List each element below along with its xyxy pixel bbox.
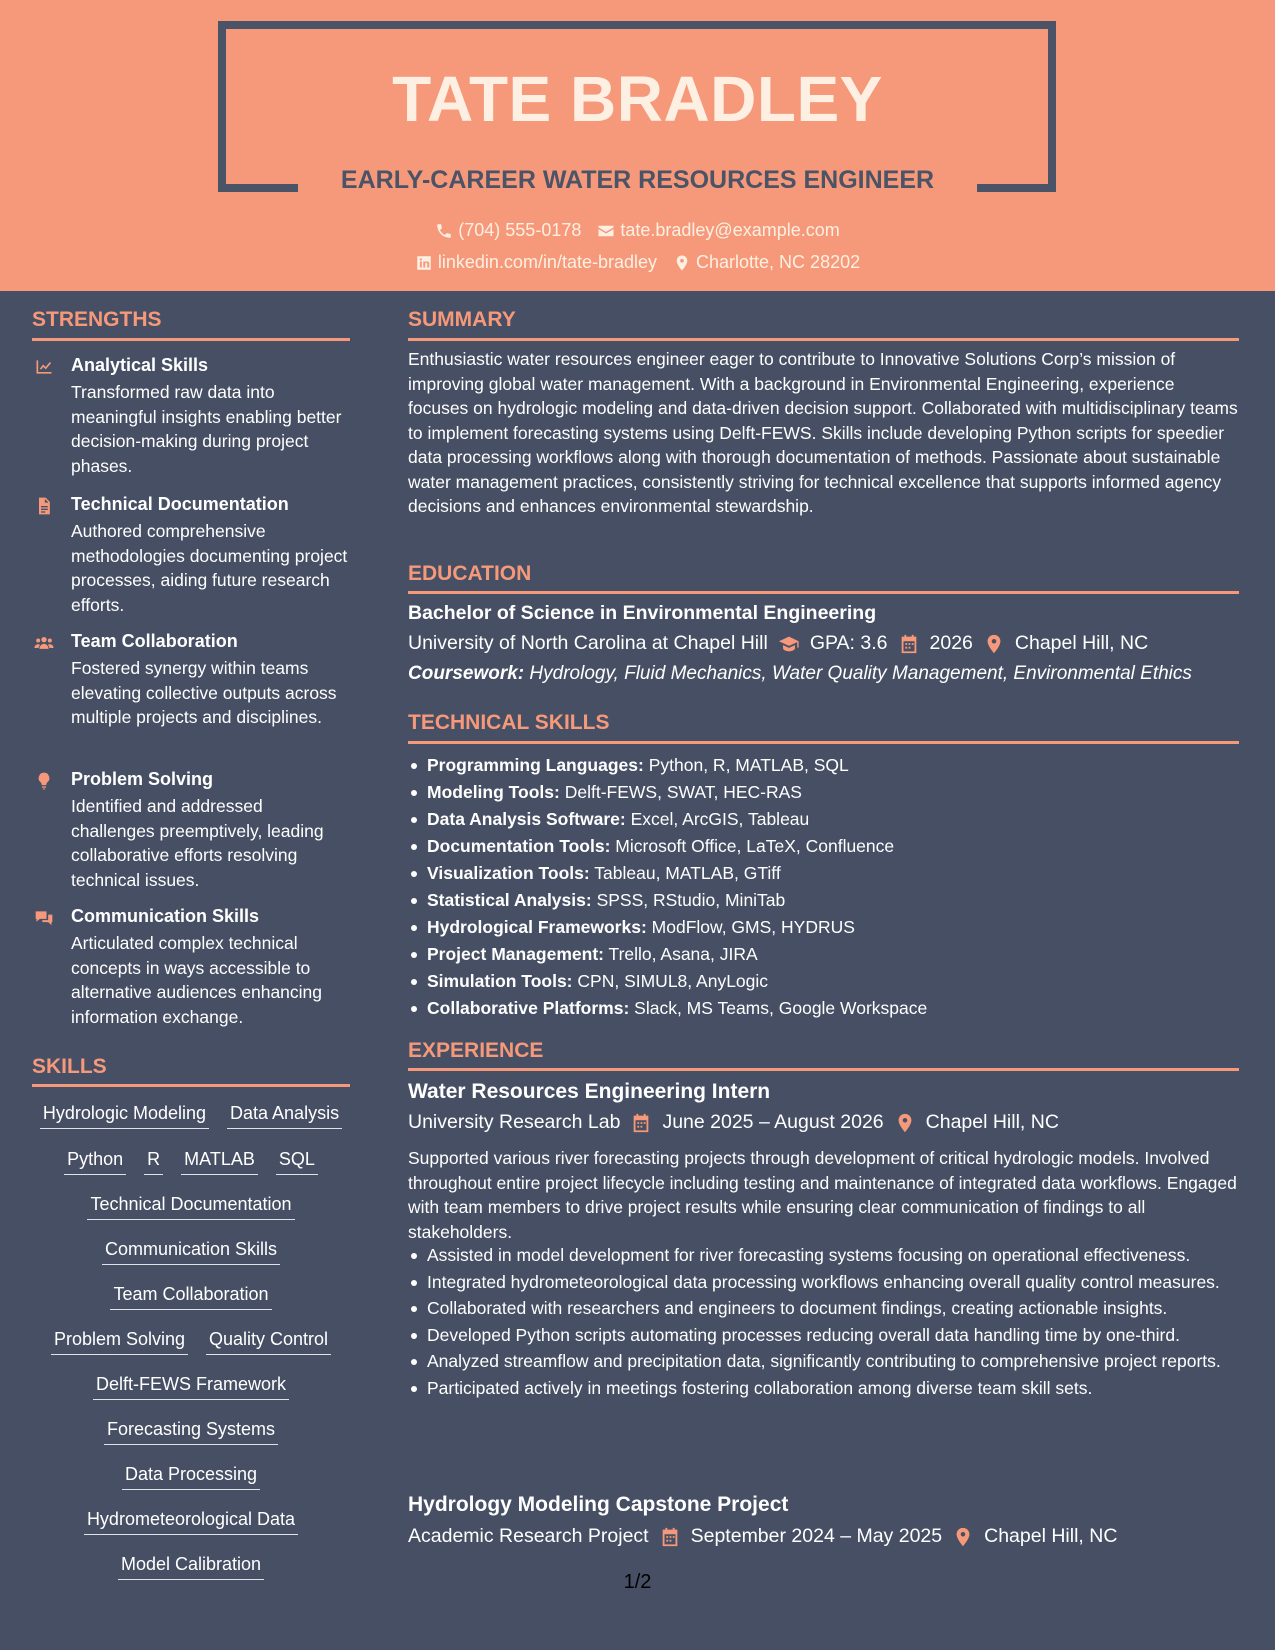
- skill-value: Delft-FEWS, SWAT, HEC-RAS: [564, 782, 802, 802]
- education-details: [408, 632, 1148, 655]
- map-pin-icon: [952, 1526, 974, 1548]
- users-icon: [34, 633, 54, 653]
- job-bullets: [408, 1243, 1238, 1402]
- skill-tag-row: [32, 1419, 350, 1445]
- skill-tag: Team Collaboration: [110, 1284, 271, 1310]
- skill-value: Python, R, MATLAB, SQL: [648, 755, 849, 775]
- skill-tag: Quality Control: [206, 1329, 331, 1355]
- skill-tag: Hydrologic Modeling: [40, 1103, 209, 1129]
- job-title: Hydrology Modeling Capstone Project: [408, 1493, 789, 1516]
- skill-label: Data Analysis Software:: [427, 809, 626, 829]
- skill-tag-row: [32, 1329, 350, 1355]
- skill-value: SPSS, RStudio, MiniTab: [596, 890, 786, 910]
- strength-title: Communication Skills: [71, 906, 260, 926]
- list-item: [408, 860, 1238, 887]
- list-item: [408, 806, 1238, 833]
- education-heading: EDUCATION: [408, 562, 532, 585]
- skill-tag: Hydrometeorological Data: [84, 1509, 298, 1535]
- experience-heading: EXPERIENCE: [408, 1039, 544, 1062]
- list-item: [408, 995, 1238, 1022]
- skill-tag: R: [144, 1149, 163, 1175]
- skill-value: Trello, Asana, JIRA: [608, 944, 758, 964]
- skill-value: Microsoft Office, LaTeX, Confluence: [615, 836, 895, 856]
- list-item: Developed Python scripts automating processes reducing overall data handling time by one-third.: [408, 1323, 1238, 1348]
- page-number: 1/2: [623, 1571, 652, 1593]
- strength-desc: Transformed raw data into meaningful insights enabling better decision-making during project phases.: [71, 382, 342, 476]
- skill-tag-row: [32, 1374, 350, 1400]
- contact-phone[interactable]: [435, 220, 581, 241]
- job-location: Chapel Hill, NC: [984, 1525, 1118, 1547]
- education-rule: [408, 591, 1239, 594]
- skill-label: Documentation Tools:: [427, 836, 611, 856]
- header-frame-top: [218, 21, 1056, 29]
- skill-tag: Data Analysis: [227, 1103, 342, 1129]
- list-item: Assisted in model development for river forecasting systems focusing on operational effectiveness.: [408, 1243, 1238, 1268]
- list-item: [408, 752, 1238, 779]
- map-pin-icon: [894, 1112, 916, 1134]
- skill-tag: Forecasting Systems: [104, 1419, 278, 1445]
- skill-tag-row: [32, 1284, 350, 1310]
- strength-desc: Fostered synergy within teams elevating collective outputs across multiple projects and disciplines.: [71, 658, 337, 727]
- skill-tag-row: [32, 1509, 350, 1535]
- job-meta: [408, 1525, 1117, 1548]
- skill-label: Collaborative Platforms:: [427, 998, 630, 1018]
- skill-value: Tableau, MATLAB, GTiff: [594, 863, 781, 883]
- skill-label: Project Management:: [427, 944, 604, 964]
- job-dates: September 2024 – May 2025: [690, 1525, 943, 1547]
- strengths-rule: [32, 338, 350, 341]
- job-location: Chapel Hill, NC: [925, 1111, 1059, 1133]
- skill-label: Visualization Tools:: [427, 863, 590, 883]
- envelope-icon: [597, 222, 615, 240]
- job-title: Water Resources Engineering Intern: [408, 1080, 771, 1103]
- list-item: Integrated hydrometeorological data processing workflows enhancing overall quality control measures.: [408, 1270, 1238, 1295]
- job-org: University Research Lab: [408, 1111, 621, 1133]
- contact-row-1: [0, 220, 1275, 241]
- chart-line-icon: [34, 357, 54, 377]
- resume-header: [0, 0, 1275, 291]
- strength-desc: Identified and addressed challenges preemptively, leading collaborative efforts resolving technical issues.: [71, 796, 324, 890]
- job-dates: June 2025 – August 2026: [662, 1111, 884, 1133]
- strengths-heading: STRENGTHS: [32, 308, 162, 331]
- email-text: tate.bradley@example.com: [620, 220, 840, 240]
- graduation-cap-icon: [778, 633, 800, 655]
- technical-skills-heading: TECHNICAL SKILLS: [408, 711, 610, 734]
- phone-icon: [435, 222, 453, 240]
- technical-skills-list: [408, 752, 1238, 1022]
- list-item: Collaborated with researchers and engineers to document findings, creating actionable insights.: [408, 1296, 1238, 1321]
- education-degree: Bachelor of Science in Environmental Engineering: [408, 602, 877, 624]
- map-pin-icon: [983, 633, 1005, 655]
- skill-tag: MATLAB: [181, 1149, 258, 1175]
- skills-rule: [32, 1084, 350, 1087]
- calendar-icon: [659, 1526, 681, 1548]
- education-location: Chapel Hill, NC: [1014, 632, 1149, 654]
- skill-tag: Technical Documentation: [87, 1194, 294, 1220]
- experience-rule: [408, 1068, 1239, 1071]
- phone-text: (704) 555-0178: [458, 220, 582, 240]
- location-text: Charlotte, NC 28202: [696, 252, 861, 272]
- candidate-name: TATE BRADLEY: [392, 63, 883, 135]
- skill-label: Modeling Tools:: [427, 782, 560, 802]
- education-year: 2026: [929, 632, 973, 654]
- map-pin-icon: [673, 254, 691, 272]
- list-item: Analyzed streamflow and precipitation data, significantly contributing to comprehensive project reports.: [408, 1349, 1238, 1374]
- strength-title: Analytical Skills: [71, 355, 209, 375]
- summary-rule: [408, 338, 1239, 341]
- comments-icon: [34, 908, 54, 928]
- skill-tag-row: [32, 1103, 350, 1129]
- list-item: [408, 779, 1238, 806]
- linkedin-text: linkedin.com/in/tate-bradley: [437, 252, 658, 272]
- skill-label: Simulation Tools:: [427, 971, 573, 991]
- skill-tag-row: [32, 1149, 350, 1175]
- skill-tag: Delft-FEWS Framework: [93, 1374, 289, 1400]
- strength-title: Team Collaboration: [71, 631, 238, 651]
- skill-tag-row: [32, 1194, 350, 1220]
- coursework-label: Coursework:: [408, 663, 525, 684]
- skill-tag: Python: [64, 1149, 126, 1175]
- calendar-icon: [630, 1112, 652, 1134]
- contact-email[interactable]: [597, 220, 839, 241]
- skill-label: Statistical Analysis:: [427, 890, 592, 910]
- list-item: Participated actively in meetings fostering collaboration among diverse team skill sets.: [408, 1376, 1238, 1401]
- list-item: [408, 833, 1238, 860]
- education-school: University of North Carolina at Chapel Hill: [408, 632, 768, 654]
- summary-text: Enthusiastic water resources engineer eager to contribute to Innovative Solutions Corp’s mission of improving global water management. With a background in Environmental Engineering, experience focuses on hydrologic modeling and data-driven decision support. Collaborated with multidisciplinary teams to implement forecasting systems using Delft-FEWS. Skills include developing Python scripts for speedier data processing workflows along with thorough documentation of methods. Passionate about sustainable water management practices, consistently striving for technical excellence that supports informed agency decisions and enhances environmental stewardship.: [408, 349, 1238, 516]
- skill-value: ModFlow, GMS, HYDRUS: [651, 917, 855, 937]
- list-item: [408, 914, 1238, 941]
- contact-row-2: [0, 252, 1275, 273]
- skill-tag: Problem Solving: [51, 1329, 188, 1355]
- job-meta: [408, 1111, 1059, 1134]
- skill-tag-row: [32, 1464, 350, 1490]
- candidate-headline: EARLY-CAREER WATER RESOURCES ENGINEER: [340, 166, 935, 194]
- job-description: Supported various river forecasting projects through development of critical hydrologic models. Involved throughout entire project lifecycle including testing and maintenance of integrated data workflows. Engaged with team members to drive project results while ensuring clear communication of findings to all stakeholders.: [408, 1148, 1237, 1242]
- summary-heading: SUMMARY: [408, 308, 516, 331]
- coursework-list: Hydrology, Fluid Mechanics, Water Quality Management, Environmental Ethics: [529, 663, 1192, 684]
- skill-tag: SQL: [276, 1149, 318, 1175]
- strength-title: Technical Documentation: [71, 494, 289, 514]
- strength-title: Problem Solving: [71, 769, 214, 789]
- strength-desc: Authored comprehensive methodologies documenting project processes, aiding future research efforts.: [71, 521, 348, 615]
- skill-value: Slack, MS Teams, Google Workspace: [634, 998, 928, 1018]
- list-item: [408, 968, 1238, 995]
- education-coursework: [408, 663, 1192, 685]
- skill-value: CPN, SIMUL8, AnyLogic: [577, 971, 769, 991]
- list-item: [408, 887, 1238, 914]
- lightbulb-icon: [34, 771, 54, 791]
- linkedin-icon: [415, 254, 433, 272]
- skill-label: Hydrological Frameworks:: [427, 917, 647, 937]
- skills-heading: SKILLS: [32, 1055, 107, 1078]
- contact-location: [673, 252, 860, 273]
- job-org: Academic Research Project: [408, 1525, 649, 1547]
- skill-tag-row: [32, 1239, 350, 1265]
- skill-label: Programming Languages:: [427, 755, 644, 775]
- skill-value: Excel, ArcGIS, Tableau: [630, 809, 810, 829]
- list-item: [408, 941, 1238, 968]
- strength-desc: Articulated complex technical concepts in ways accessible to alternative audiences enhancing information exchange.: [71, 933, 323, 1027]
- document-icon: [34, 496, 54, 516]
- skill-tag: Communication Skills: [102, 1239, 280, 1265]
- technical-skills-rule: [408, 741, 1239, 744]
- education-gpa: GPA: 3.6: [809, 632, 888, 654]
- calendar-icon: [898, 633, 920, 655]
- skill-tag: Model Calibration: [118, 1554, 264, 1580]
- contact-linkedin[interactable]: [415, 252, 657, 273]
- skill-tag: Data Processing: [122, 1464, 260, 1490]
